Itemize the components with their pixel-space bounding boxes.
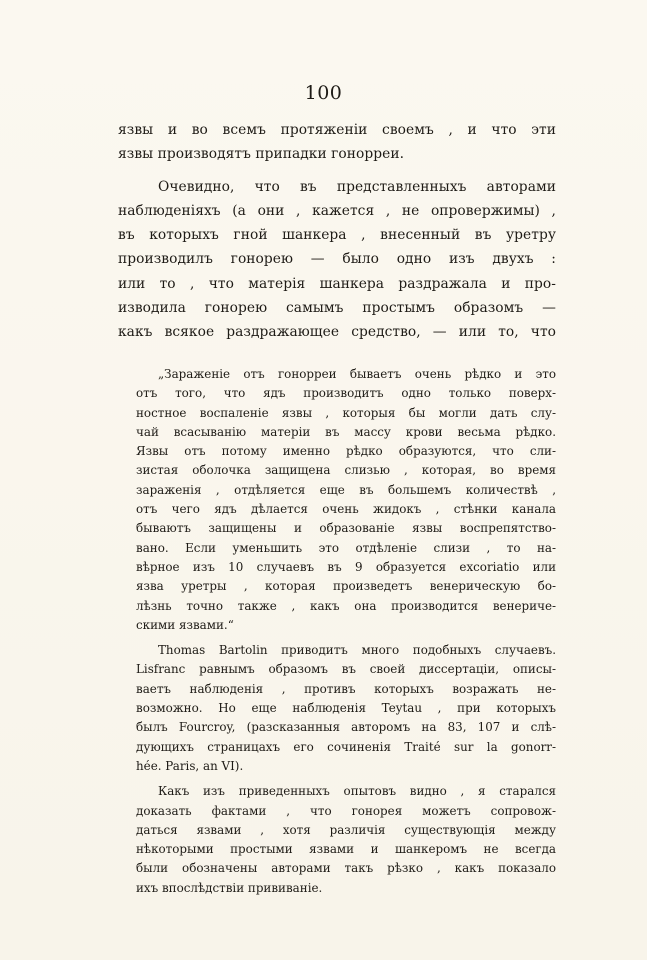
text-line: изводила гонорею самымъ простымъ образомъ —: [118, 300, 556, 317]
footnote-line: доказать фактами , что гонорея можетъ сопровож-: [136, 803, 556, 818]
footnote-line: лѣзнь точно также , какъ она производится венериче-: [136, 598, 556, 613]
footnote-line: Lisfranc равнымъ образомъ въ своей диссертаціи, описы-: [136, 662, 556, 677]
footnote-line: зистая оболочка защищена слизью , которая, во время: [136, 463, 556, 478]
footnote-line: дующихъ страницахъ его сочиненія Traité sur la gonorr-: [136, 739, 556, 754]
footnote-line: чай всасыванію матеріи въ массу крови весьма рѣдко.: [136, 424, 556, 439]
footnote-line: Язвы отъ потому именно рѣдко образуются, что сли-: [136, 444, 556, 459]
text-line: производилъ гонорею — было одно изъ двухъ :: [118, 251, 556, 268]
text-line: язвы и во всемъ протяженіи своемъ , и что эти: [118, 122, 556, 138]
page-number: 100: [304, 82, 343, 104]
footnote-line: отъ того, что ядъ производитъ одно только поверх-: [136, 386, 556, 401]
text-line: наблюденіяхъ (а они , кажется , не опровержимы) ,: [118, 202, 556, 219]
text-line: язвы производятъ припадки гонорреи.: [118, 146, 405, 163]
main-text: [118, 118, 556, 345]
text-line: Очевидно, что въ представленныхъ авторами: [158, 178, 556, 195]
footnote: [136, 365, 556, 904]
footnote-line: возможно. Но еще наблюденія Teytau , при которыхъ: [136, 701, 556, 716]
footnote-line: зараженія , отдѣляется еще въ большемъ количествѣ ,: [136, 482, 556, 497]
footnote-line: былъ Fourcroy, (разсказанныя авторомъ на 83, 107 и слѣ-: [136, 720, 556, 735]
footnote-line: Какъ изъ приведенныхъ опытовъ видно , я старался: [158, 784, 556, 799]
footnote-line: ихъ впослѣдствіи прививаніе.: [136, 880, 323, 895]
footnote-paragraph: [136, 641, 556, 776]
footnote-line: hée. Paris, an VI).: [136, 758, 244, 773]
footnote-line: нѣкоторыми простыми язвами и шанкеромъ не всегда: [136, 842, 556, 857]
footnote-line: ностное воспаленіе язвы , которыя бы могли дать слу-: [136, 405, 556, 420]
footnote-paragraph: [136, 365, 556, 635]
text-line: или то , что матерія шанкера раздражала и про-: [118, 275, 556, 292]
footnote-paragraph: [136, 782, 556, 898]
footnote-line: язва уретры , которая произведетъ венерическую бо-: [136, 579, 556, 594]
footnote-line: отъ чего ядъ дѣлается очень жидокъ , стѣнки канала: [136, 502, 556, 517]
text-line: какъ всякое раздражающее средство, — или то, что: [118, 324, 556, 341]
text-line: въ которыхъ гной шанкера , внесенный въ уретру: [118, 227, 556, 244]
footnote-line: бываютъ защищены и образованіе язвы воспрепятство-: [136, 521, 556, 536]
footnote-line: вѣрное изъ 10 случаевъ въ 9 образуется excoriatio или: [136, 559, 556, 574]
footnote-line: скими язвами.“: [136, 617, 234, 632]
footnote-line: „Зараженіе отъ гонорреи бываетъ очень рѣдко и это: [158, 367, 556, 381]
footnote-line: вано. Если уменьшить это отдѣленіе слизи , то на-: [136, 540, 556, 555]
footnote-line: ваетъ наблюденія , противъ которыхъ возражать не-: [136, 681, 556, 696]
footnote-line: Thomas Bartolin приводитъ много подобныхъ случаевъ.: [158, 643, 556, 658]
footnote-line: даться язвами , хотя различія существующія между: [136, 822, 556, 837]
footnote-line: были обозначены авторами такъ рѣзко , какъ показало: [136, 861, 556, 876]
